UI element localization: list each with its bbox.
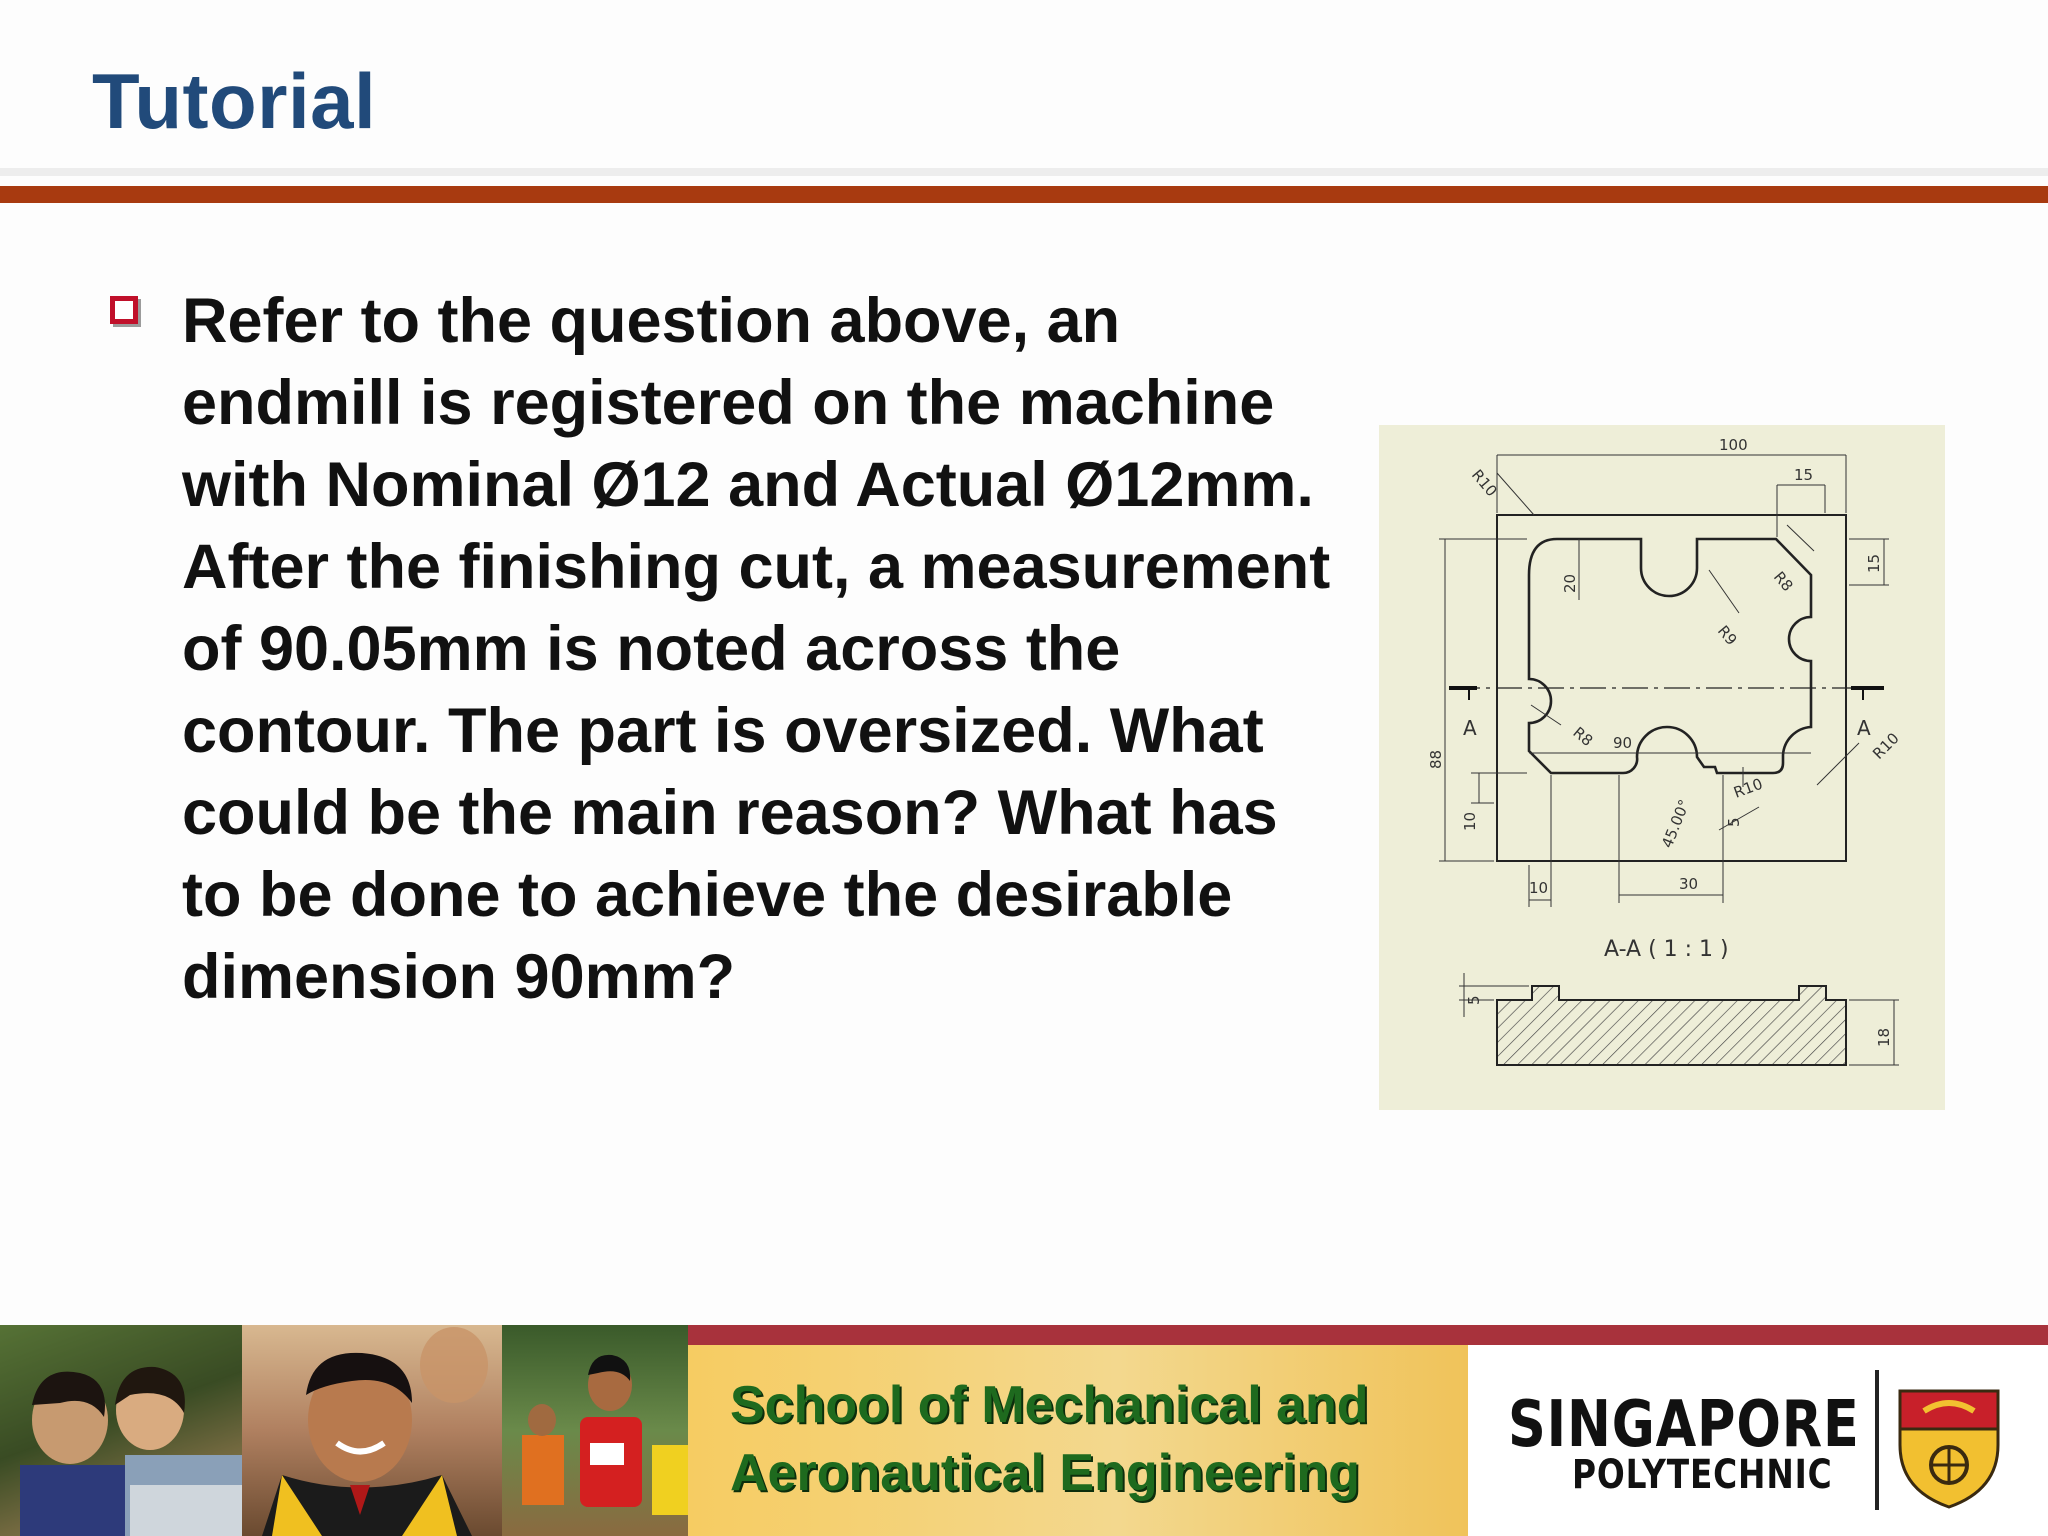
header-band	[0, 168, 2048, 176]
dim-20: 20	[1561, 573, 1579, 593]
section-mark-left: A	[1463, 716, 1477, 740]
radius-r10-top-left: R10	[1467, 466, 1501, 501]
radius-r9: R9	[1713, 622, 1741, 649]
dim-15-top: 15	[1794, 466, 1814, 484]
dim-5-section: 5	[1465, 995, 1483, 1005]
dim-30: 30	[1679, 875, 1699, 893]
section-profile	[1497, 986, 1846, 1065]
dim-90: 90	[1613, 734, 1633, 752]
crest-icon	[1894, 1385, 2004, 1515]
bullet-square-icon	[110, 296, 138, 324]
school-name-line-1: School of Mechanical and	[730, 1376, 1369, 1434]
dim-100: 100	[1719, 436, 1748, 454]
logo-text-polytechnic: POLYTECHNIC	[1572, 1452, 1833, 1498]
school-name-line-2: Aeronautical Engineering	[730, 1444, 1360, 1502]
dim-5: 5	[1725, 817, 1743, 827]
dim-18: 18	[1875, 1027, 1893, 1047]
logo-text-singapore: SINGAPORE	[1508, 1388, 1860, 1462]
header-rule	[0, 186, 2048, 203]
slide-title: Tutorial	[92, 57, 377, 145]
radius-r10-right: R10	[1869, 729, 1903, 763]
section-title: A-A ( 1 : 1 )	[1604, 937, 1729, 962]
section-mark-right: A	[1857, 716, 1871, 740]
technical-drawing	[1379, 425, 1945, 1110]
logo-divider	[1875, 1370, 1879, 1510]
photo-runners	[502, 1325, 688, 1536]
dim-10-left: 10	[1461, 811, 1479, 831]
dim-10-bottom: 10	[1529, 879, 1549, 897]
dim-88: 88	[1427, 749, 1445, 769]
radius-r10-bottom: R10	[1731, 774, 1766, 802]
angle-45: 45.00°	[1658, 796, 1694, 851]
radius-r8-left: R8	[1569, 723, 1597, 750]
photo-graduate	[242, 1325, 502, 1536]
photo-students-laptop	[0, 1325, 242, 1536]
school-banner	[688, 1345, 1468, 1536]
dim-15-right: 15	[1865, 553, 1883, 573]
radius-r8-top-right: R8	[1769, 568, 1797, 595]
question-text: Refer to the question above, an endmill is registered on the machine with Nominal Ø12 and Actual Ø12mm. After the finishing cut, a measurement of 90.05mm is noted across the contour. The part is oversized. What could be the main reason? What has to be done to achieve the desirable dimension 90mm?	[182, 286, 1331, 1012]
